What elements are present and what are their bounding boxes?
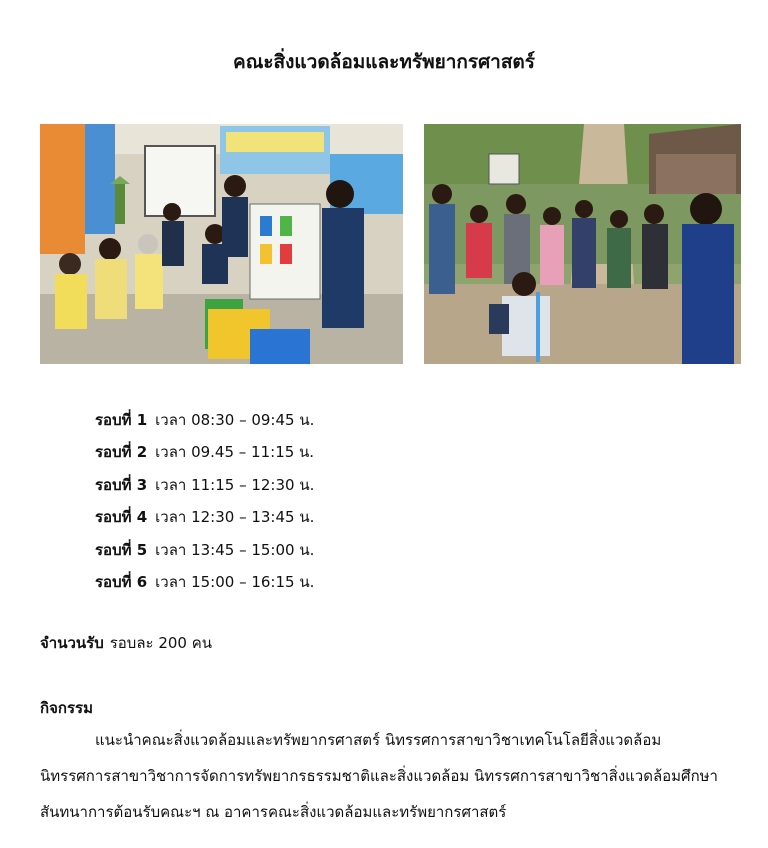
outdoor-field-trip-photo <box>424 124 741 364</box>
schedule-item <box>95 566 314 598</box>
field-trip-image <box>424 124 741 364</box>
activity-text-line: สันทนาการต้อนรับคณะฯ ณ อาคารคณะสิ่งแวดล้อมและทรัพยากรศาสตร์ <box>40 803 507 821</box>
round-label: รอบที่ 4 <box>95 508 148 527</box>
page-title: คณะสิ่งแวดล้อมและทรัพยากรศาสตร์ <box>233 51 535 73</box>
round-label: รอบที่ 5 <box>95 540 148 559</box>
capacity-line <box>40 631 212 655</box>
schedule-item <box>95 469 314 501</box>
round-label: รอบที่ 3 <box>95 475 148 494</box>
round-time: เวลา 09.45 – 11:15 น. <box>155 443 315 462</box>
round-time: เวลา 11:15 – 12:30 น. <box>155 475 315 494</box>
round-label: รอบที่ 1 <box>95 411 148 429</box>
round-time: เวลา 08:30 – 09:45 น. <box>155 411 315 429</box>
round-label: รอบที่ 2 <box>95 443 148 462</box>
round-time: เวลา 15:00 – 16:15 น. <box>155 572 315 591</box>
exhibition-booth-image <box>40 124 403 364</box>
schedule-item <box>95 501 314 533</box>
capacity-value: รอบละ 200 คน <box>109 634 213 652</box>
schedule-item <box>95 436 314 468</box>
round-time: เวลา 12:30 – 13:45 น. <box>155 508 315 527</box>
schedule-list <box>95 404 314 598</box>
activity-text-line: แนะนำคณะสิ่งแวดล้อมและทรัพยากรศาสตร์ นิทรรศการสาขาวิชาเทคโนโลยีสิ่งแวดล้อม <box>95 731 662 749</box>
schedule-item <box>95 534 314 566</box>
activity-text-line: นิทรรศการสาขาวิชาการจัดการทรัพยากรธรรมชาติและสิ่งแวดล้อม นิทรรศการสาขาวิชาสิ่งแวดล้อมศึกษา <box>40 767 718 785</box>
round-time: เวลา 13:45 – 15:00 น. <box>155 540 315 559</box>
exhibition-booth-photo <box>40 124 403 364</box>
schedule-item <box>95 404 314 436</box>
capacity-label: จำนวนรับ <box>40 634 104 652</box>
round-label: รอบที่ 6 <box>95 572 148 591</box>
activity-heading: กิจกรรม <box>40 699 93 717</box>
